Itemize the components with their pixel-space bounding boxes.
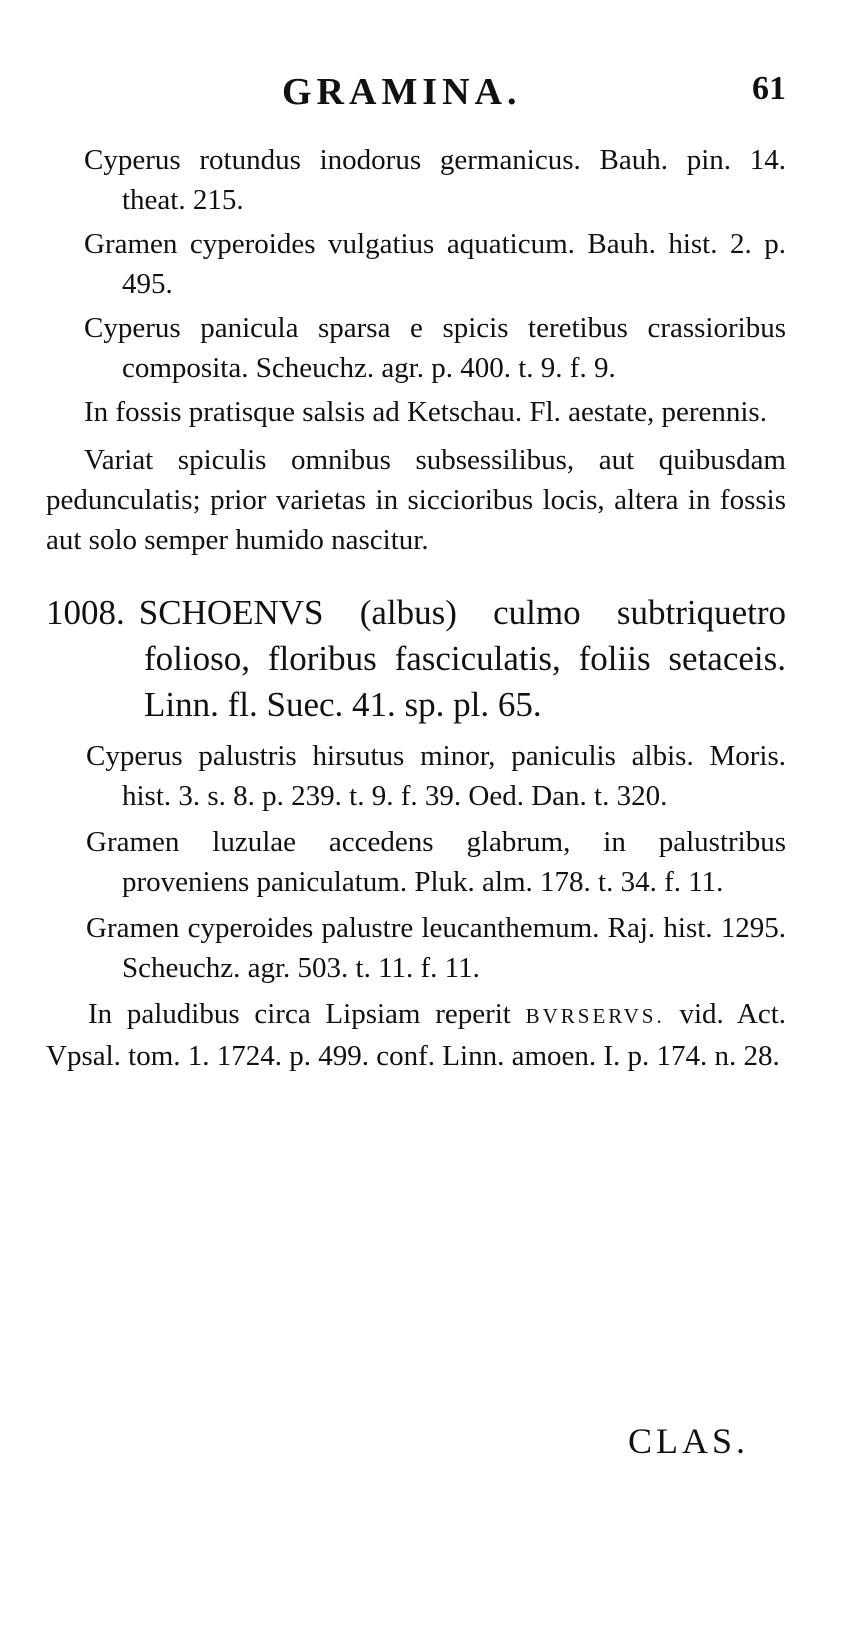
locality-text: In paludibus circa Lipsiam reperit <box>88 998 511 1030</box>
synonym-entry: Cyperus palustris hirsutus minor, paniculis albis. Moris. hist. 3. s. 8. p. 239. t. 9. f. 39. Oed. Dan. t. 320. <box>86 740 786 812</box>
entry-number: 1008. <box>46 593 125 632</box>
page-number: 61 <box>752 70 786 107</box>
synonym-entry: Cyperus panicula sparsa e spicis teretibus crassioribus composita. Scheuchz. agr. p. 400. t. 9. f. 9. <box>84 312 786 384</box>
catchword: CLAS. <box>628 1421 750 1461</box>
reference-text: vid. Act. Vpsal. tom. 1. 1724. p. 499. conf. Linn. amoen. I. p. 174. n. 28. <box>46 998 787 1072</box>
synonym-entry: Cyperus rotundus inodorus germanicus. Bauh. pin. 14. theat. 215. <box>84 144 786 216</box>
page-body <box>46 140 786 1076</box>
synonym-entry: Gramen luzulae accedens glabrum, in palustribus proveniens paniculatum. Pluk. alm. 178. t. 34. f. 11. <box>86 826 786 898</box>
locality-paragraph <box>46 994 786 1076</box>
synonym-entry: Gramen cyperoides vulgatius aquaticum. Bauh. hist. 2. p. 495. <box>84 228 786 300</box>
entry-description: SCHOENVS (albus) culmo subtriquetro folioso, floribus fasciculatis, foliis setaceis. Linn. fl. Suec. 41. sp. pl. 65. <box>138 593 786 724</box>
species-entry <box>46 590 786 728</box>
running-head: GRAMINA. <box>282 71 522 113</box>
synonym-entry: Gramen cyperoides palustre leucanthemum. Raj. hist. 1295. Scheuchz. agr. 503. t. 11. f. 11. <box>86 912 786 984</box>
page-header <box>0 70 850 120</box>
habitat-paragraph: In fossis pratisque salsis ad Ketschau. Fl. aestate, perennis. <box>84 396 767 428</box>
collector-name: BVRSERVS. <box>525 1004 665 1028</box>
variation-paragraph: Variat spiculis omnibus subsessilibus, aut quibusdam pedunculatis; prior varietas in siccioribus locis, altera in fossis aut solo semper humido nascitur. <box>46 444 786 556</box>
